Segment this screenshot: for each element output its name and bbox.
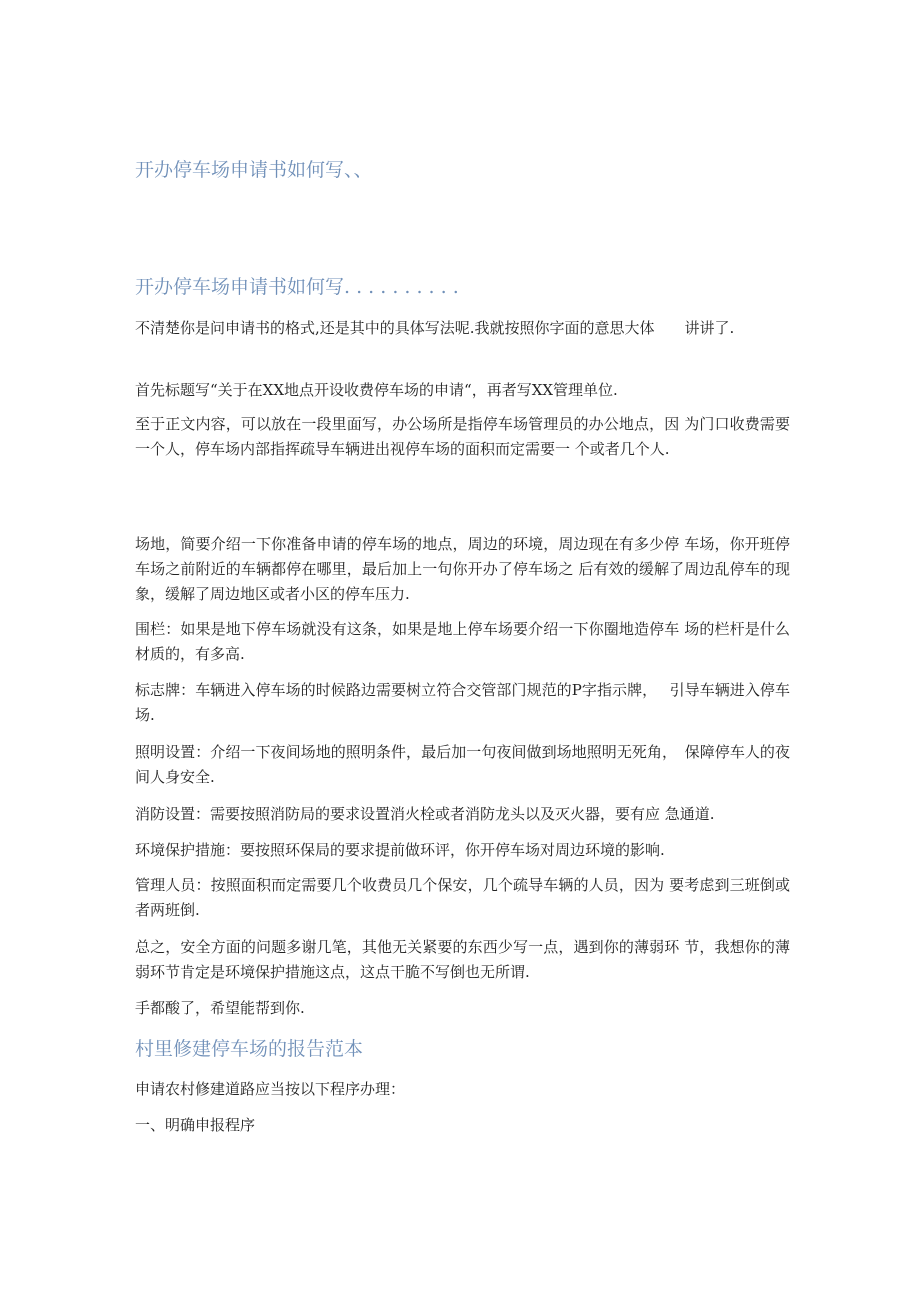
section-heading-2: 开办停车场申请书如何写. . . . . . . . . . xyxy=(135,276,459,298)
paragraph-body-content: 至于正文内容，可以放在一段里面写，办公场所是指停车场管理员的办公地点，因 为门口收费需要一个人，停车场内部指挥疏导车辆进出视停车场的面积而定需要一 个或者几个人. xyxy=(135,415,790,458)
paragraph-signage: 标志牌：车辆进入停车场的时候路边需要树立符合交管部门规范的P字指示牌， 引导车辆进入停车场. xyxy=(135,681,790,724)
paragraph-staff: 管理人员：按照面积而定需要几个收费员几个保安，几个疏导车辆的人员，因为 要考虑到三班倒或者两班倒. xyxy=(135,876,790,919)
paragraph-fence: 围栏：如果是地下停车场就没有这条，如果是地上停车场要介绍一下你圈地造停车 场的栏杆是什么材质的，有多高. xyxy=(135,620,790,663)
paragraph-road-procedure: 申请农村修建道路应当按以下程序办理： xyxy=(135,1080,406,1098)
paragraph-lighting: 照明设置：介绍一下夜间场地的照明条件，最后加一句夜间做到场地照明无死角， 保障停车人的夜间人身安全. xyxy=(135,743,790,786)
section-heading-3: 村里修建停车场的报告范本 xyxy=(135,1038,364,1060)
paragraph-summary: 总之，安全方面的问题多谢几笔，其他无关紧要的东西少写一点，遇到你的薄弱环 节，我想你的薄弱环节肯定是环境保护措施这点，这点干脆不写倒也无所谓. xyxy=(135,938,790,981)
paragraph-environment: 环境保护措施：要按照环保局的要求提前做环评，你开停车场对周边环境的影响. xyxy=(135,841,665,859)
paragraph-closing: 手都酸了，希望能帮到你. xyxy=(135,999,305,1017)
paragraph-format-question: 不清楚你是问申请书的格式,还是其中的具体写法呢.我就按照你字面的意思大体 讲讲了. xyxy=(135,319,735,337)
paragraph-title-format: 首先标题写“关于在XX地点开设收费停车场的申请“，再者写XX管理单位. xyxy=(135,381,618,399)
paragraph-site: 场地，简要介绍一下你准备申请的停车场的地点，周边的环境，周边现在有多少停 车场，你开班停车场之前附近的车辆都停在哪里，最后加上一句你开办了停车场之 后有效的缓解了周边乱停车的现象，缓解了周边地区或者小区的停车压力. xyxy=(135,535,790,603)
section-heading-1: 开办停车场申请书如何写、、 xyxy=(135,159,373,181)
paragraph-step-one: 一、明确申报程序 xyxy=(135,1116,256,1134)
paragraph-fire-safety: 消防设置：需要按照消防局的要求设置消火栓或者消防龙头以及灭火器，要有应 急通道. xyxy=(135,805,715,823)
